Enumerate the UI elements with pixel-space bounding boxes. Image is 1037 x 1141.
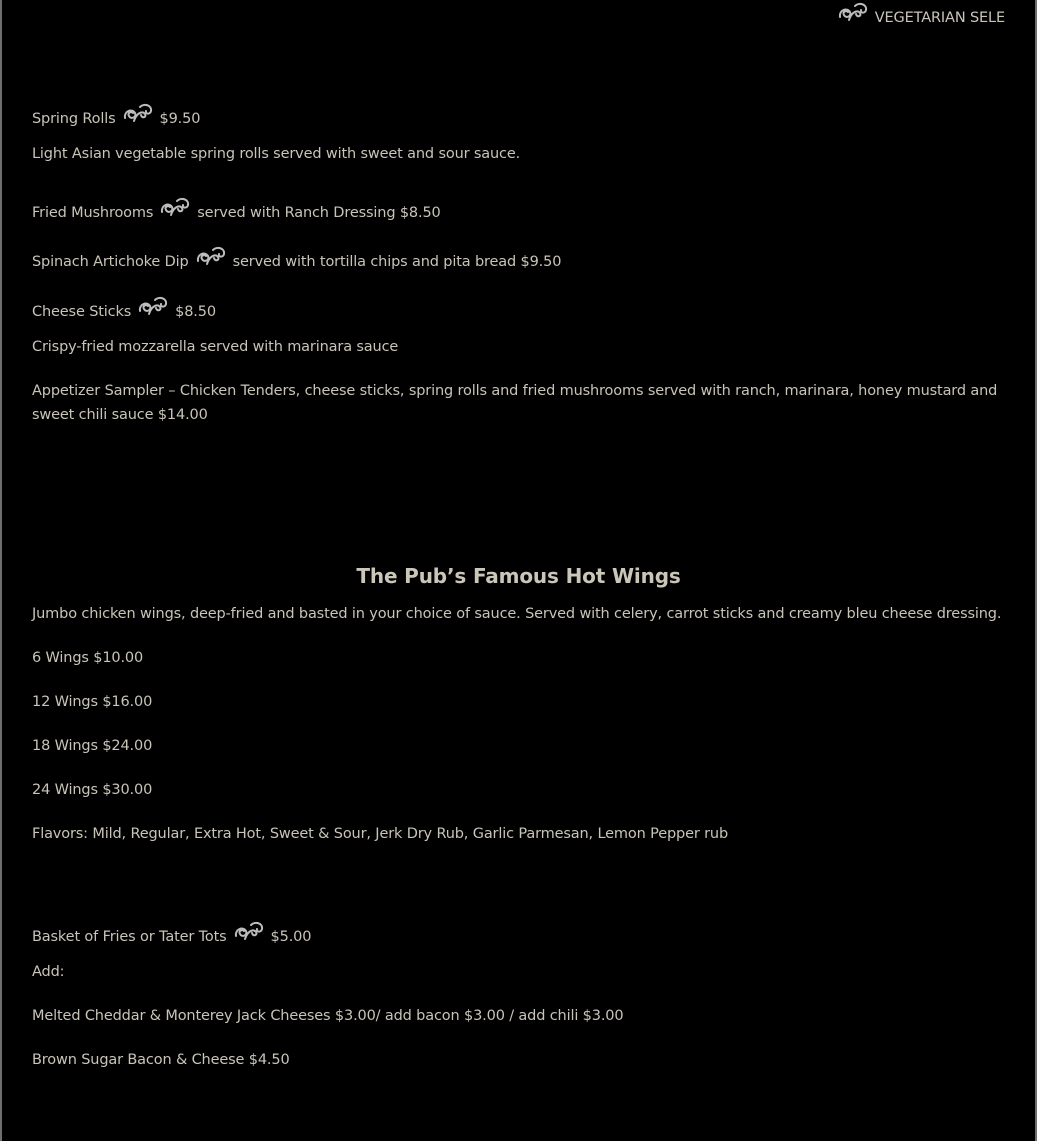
item-detail: served with Ranch Dressing $8.50 (197, 205, 441, 221)
menu-item-spring-rolls (32, 101, 200, 128)
item-name: Fried Mushrooms (32, 205, 154, 221)
wings-option: 24 Wings $30.00 (32, 782, 153, 798)
item-detail: served with tortilla chips and pita bread $9.50 (232, 254, 562, 270)
vegetarian-swirl-icon (137, 294, 169, 318)
menu-item-fries (32, 919, 311, 946)
item-description-cheese-sticks: Crispy-fried mozzarella served with marinara sauce (32, 339, 399, 355)
item-price: $8.50 (175, 304, 216, 320)
wings-description: Jumbo chicken wings, deep-fried and basted in your choice of sauce. Served with celery, carrot sticks and creamy bleu cheese dressing. (32, 606, 1002, 622)
vegetarian-swirl-icon (195, 244, 227, 268)
menu-item-appetizer-sampler: Appetizer Sampler – Chicken Tenders, cheese sticks, spring rolls and fried mushrooms served with ranch, marinara, honey mustard and sweet chili sauce $14.00 (32, 383, 998, 423)
wings-option: 6 Wings $10.00 (32, 650, 144, 666)
item-price: $5.00 (270, 929, 312, 945)
wings-flavors: Flavors: Mild, Regular, Extra Hot, Sweet & Sour, Jerk Dry Rub, Garlic Parmesan, Lemon Pepper rub (32, 826, 729, 842)
wings-option: 12 Wings $16.00 (32, 694, 153, 710)
wings-option: 18 Wings $24.00 (32, 738, 153, 754)
vegetarian-swirl-icon (837, 0, 869, 24)
item-name: Basket of Fries or Tater Tots (32, 929, 227, 945)
item-name: Spinach Artichoke Dip (32, 254, 189, 270)
section-heading-hot-wings: The Pub’s Famous Hot Wings (356, 564, 681, 588)
vegetarian-swirl-icon (122, 101, 154, 125)
item-name: Spring Rolls (32, 111, 116, 127)
menu-item-cheese-sticks (32, 294, 216, 321)
item-description-spring-rolls: Light Asian vegetable spring rolls served with sweet and sour sauce. (32, 146, 521, 162)
menu-item-spinach-dip (32, 244, 561, 271)
menu-item-fried-mushrooms (32, 195, 441, 222)
vegetarian-legend-label: VEGETARIAN SELE (874, 10, 1005, 26)
vegetarian-legend (831, 0, 1005, 27)
vegetarian-swirl-icon (233, 919, 265, 943)
menu-page (2, 0, 1035, 1141)
add-on-cheese: Melted Cheddar & Monterey Jack Cheeses $3.00/ add bacon $3.00 / add chili $3.00 (32, 1008, 624, 1024)
vegetarian-swirl-icon (159, 195, 191, 219)
add-on-bacon-cheese: Brown Sugar Bacon & Cheese $4.50 (32, 1052, 290, 1068)
item-name: Cheese Sticks (32, 304, 132, 320)
add-label: Add: (32, 964, 65, 980)
item-price: $9.50 (159, 111, 201, 127)
